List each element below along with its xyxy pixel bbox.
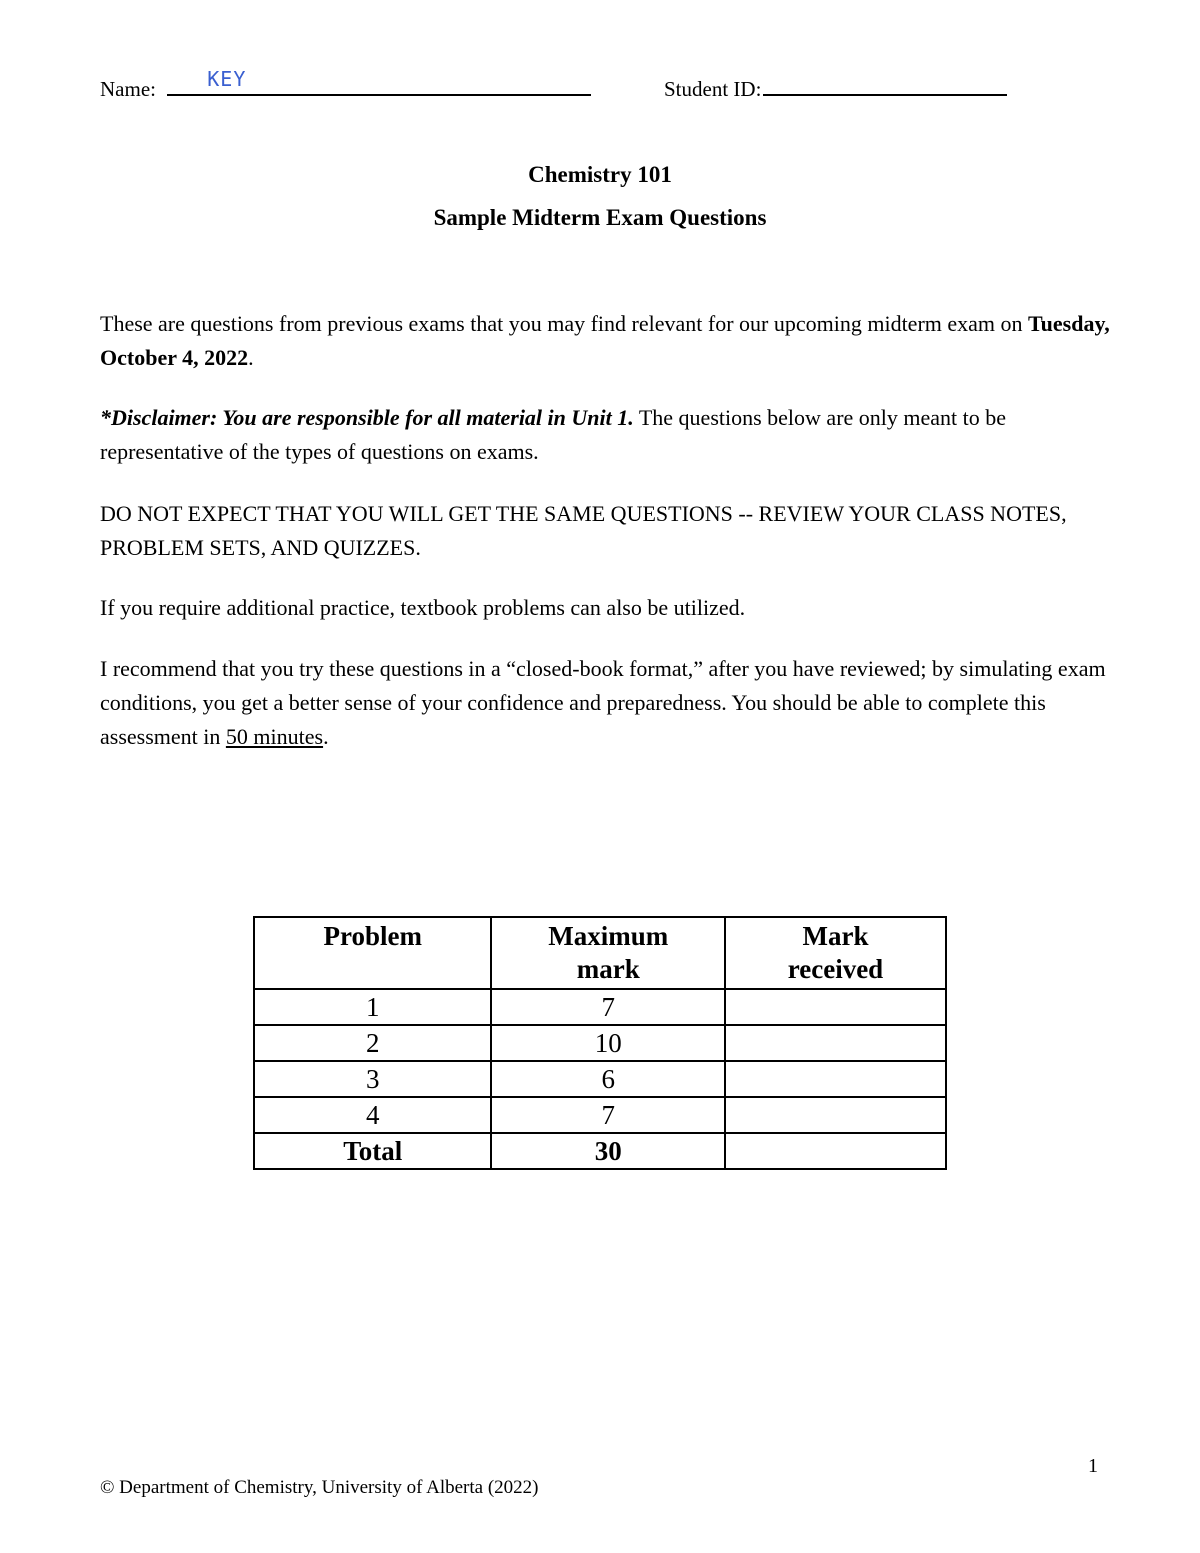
header-mark-received: Mark received — [725, 917, 946, 989]
header-maximum-mark: Maximum mark — [491, 917, 725, 989]
table-row — [254, 1025, 946, 1061]
cell-max: 7 — [491, 989, 725, 1025]
page-number: 1 — [1088, 1455, 1098, 1477]
disclaimer-text: *Disclaimer: You are responsible for all material in Unit 1. — [100, 405, 634, 430]
name-input-line[interactable] — [167, 67, 591, 96]
cell-received[interactable] — [725, 1025, 946, 1061]
cell-problem: 3 — [254, 1061, 491, 1097]
header-problem: Problem — [254, 917, 491, 989]
exam-title: Sample Midterm Exam Questions — [433, 205, 767, 230]
intro-paragraph-1: These are questions from previous exams that you may find relevant for our upcoming midterm exam on Tuesday, October 4, 2022. — [100, 311, 1110, 370]
time-limit: 50 minutes — [225, 724, 324, 749]
cell-max: 6 — [491, 1061, 725, 1097]
table-row — [254, 989, 946, 1025]
cell-total-received[interactable] — [725, 1133, 946, 1169]
table-total-row — [254, 1133, 946, 1169]
warning-paragraph: DO NOT EXPECT THAT YOU WILL GET THE SAME QUESTIONS -- REVIEW YOUR CLASS NOTES, PROBLEM SETS, AND QUIZZES. — [100, 501, 1067, 560]
name-label: Name: — [100, 77, 156, 101]
exam-date: Tuesday, October 4, 2022 — [100, 311, 1110, 370]
cell-total-label: Total — [254, 1133, 491, 1169]
cell-problem: 1 — [254, 989, 491, 1025]
name-field-block — [100, 67, 591, 102]
disclaimer-paragraph: *Disclaimer: You are responsible for all material in Unit 1. The questions below are only meant to be representative of the types of questions on exams. — [100, 405, 1007, 464]
student-id-field-block — [664, 74, 1007, 102]
recommendation-paragraph: I recommend that you try these questions in a “closed-book format,” after you have reviewed; by simulating exam conditions, you get a better sense of your confidence and preparedness. You should be able to complete this assessment in 50 minutes. — [100, 656, 1106, 749]
copyright-footer: © Department of Chemistry, University of Alberta (2022) — [100, 1477, 539, 1498]
table-row — [254, 1097, 946, 1133]
marks-table — [253, 916, 947, 1170]
cell-problem: 4 — [254, 1097, 491, 1133]
cell-received[interactable] — [725, 1061, 946, 1097]
practice-paragraph: If you require additional practice, textbook problems can also be utilized. — [100, 595, 746, 620]
table-header-row — [254, 917, 946, 989]
cell-total-max: 30 — [491, 1133, 725, 1169]
student-id-label: Student ID: — [664, 77, 762, 101]
name-value: KEY — [207, 67, 247, 91]
student-id-input-line[interactable] — [763, 74, 1007, 96]
cell-max: 7 — [491, 1097, 725, 1133]
cell-max: 10 — [491, 1025, 725, 1061]
table-row — [254, 1061, 946, 1097]
cell-received[interactable] — [725, 1097, 946, 1133]
cell-received[interactable] — [725, 989, 946, 1025]
cell-problem: 2 — [254, 1025, 491, 1061]
course-title: Chemistry 101 — [528, 162, 672, 187]
